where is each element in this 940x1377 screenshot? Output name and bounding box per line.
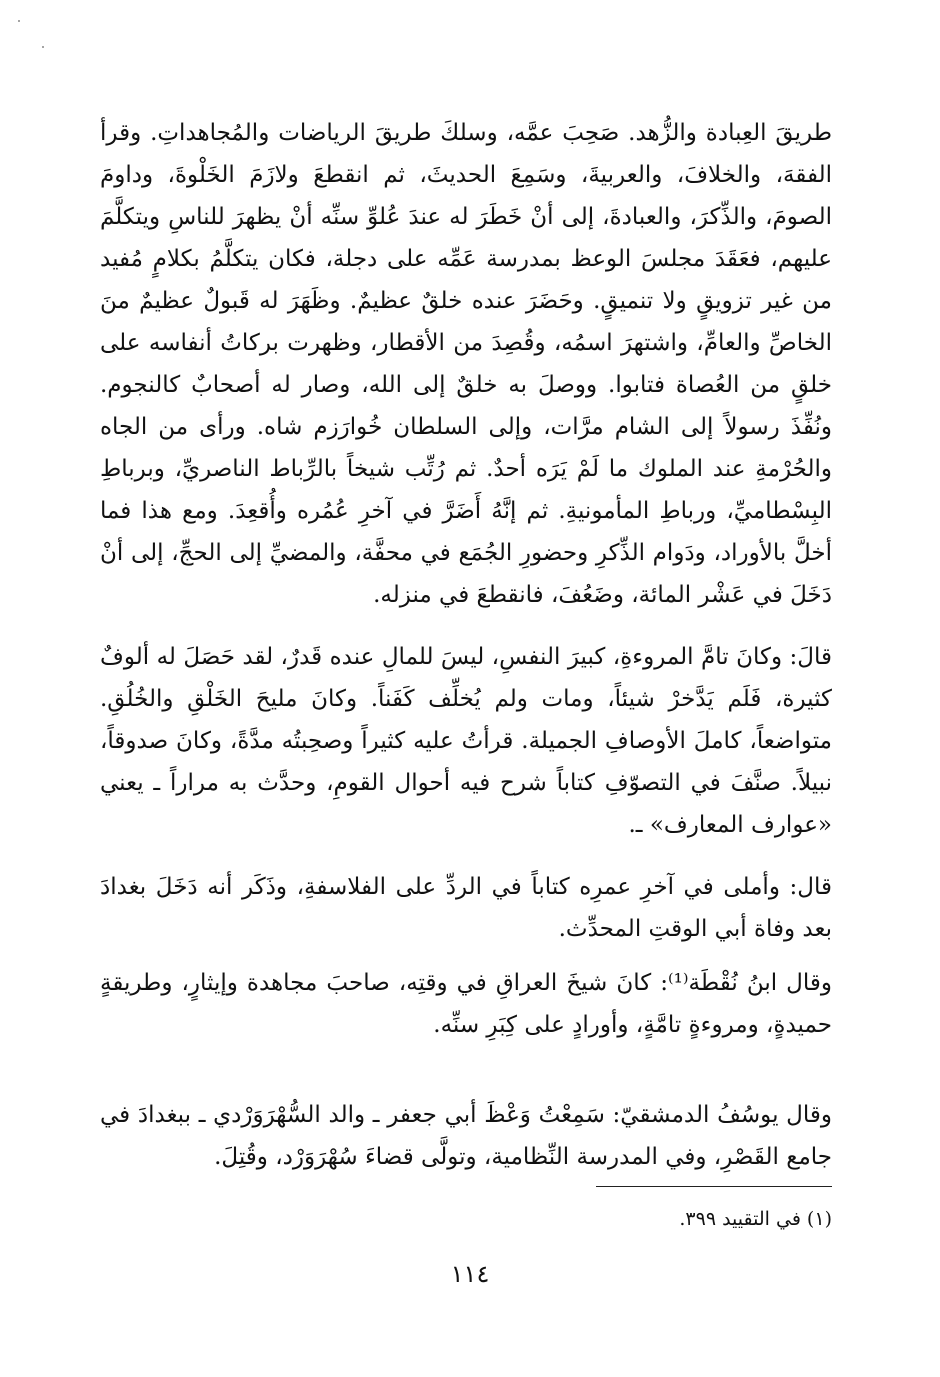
body-paragraph-3: قال: وأملى في آخرِ عمرِه كتاباً في الردِّ على الفلاسفةِ، وذَكَر أنه دَخَلَ بغدادَ بعد وفاة أبي الوقتِ المحدِّث.	[100, 874, 832, 942]
page-speck	[18, 20, 20, 22]
page-speck	[42, 46, 44, 48]
body-paragraph-4: وقال ابنُ نُقْطَة⁽¹⁾: كانَ شيخَ العراقِ في وقتِه، صاحبَ مجاهدة وإيثارٍ، وطريقةٍ حميدةٍ، ومروءةٍ تامَّةٍ، وأورادٍ على كِبَرِ سنِّه.	[100, 970, 832, 1038]
body-paragraph-1: طريقَ العِبادة والزُّهد. صَحِبَ عمَّه، وسلكَ طريقَ الرياضات والمُجاهداتِ. وقرأ الفقهَ، والخلافَ، والعربيةَ، وسَمِعَ الحديثَ، ثم انقطعَ ولازَمَ الخَلْوةَ، وداومَ الصومَ، والذِّكرَ، والعبادةَ، إلى أنْ خَطَرَ له عندَ عُلوِّ سنِّه أنْ يظهرَ للناسِ ويتكلَّمَ عليهم، فعَقَدَ مجلسَ الوعظ بمدرسة عَمِّه على دجلة، فكان يتكلَّمُ بكلامٍ مُفيد من غير تزويقٍ ولا تنميقٍ. وحَضَرَ عنده خلقٌ عظيمٌ. وظَهَرَ له قَبولٌ عظيمٌ منَ الخاصِّ والعامِّ، واشتهرَ اسمُه، وقُصِدَ من الأقطار، وظهرت بركاتُ أنفاسه على خلقٍ من العُصاة فتابوا. ووصلَ به خلقٌ إلى الله، وصار له أصحابٌ كالنجوم. ونُفِّذَ رسولاً إلى الشام مرَّات، وإلى السلطان خُوارَزم شاه. ورأى من الجاه والحُرْمةِ عند الملوك ما لَمْ يَرَه أحدٌ. ثم رُتِّب شيخاً بالرِّباط الناصريِّ، وبرباطِ البِسْطاميِّ، ورباطِ المأمونيةِ. ثم إنَّهُ أَضَرَّ في آخرِ عُمُره وأُقعِدَ. ومع هذا فما أخلَّ بالأوراد، ودَوام الذِّكرِ وحضورِ الجُمَع في محفَّة، والمضيِّ إلى الحجِّ، إلى أنْ دَخَلَ في عَشْر المائة، وضَعُفَ، فانقطعَ في منزله.	[100, 120, 832, 608]
footnote-divider	[596, 1186, 832, 1187]
body-paragraph-5: وقال يوسُفُ الدمشقيّ: سَمِعْتُ وَعْظَ أبي جعفر ـ والد السُّهْرَوَرْدي ـ ببغدادَ في جامع القَصْرِ، وفي المدرسة النِّظامية، وتولَّى قضاءَ سُهْرَوَرْد، وقُتِلَ.	[100, 1102, 832, 1170]
body-paragraph-2: قالَ: وكانَ تامَّ المروءةِ، كبيرَ النفسِ، ليسَ للمالِ عنده قَدرٌ، لقد حَصَلَ له ألوفٌ كثيرة، فَلَم يَدَّخرْ شيئاً، ومات ولم يُخلِّف كَفَناً. وكانَ مليحَ الخَلْقِ والخُلُقِ. متواضعاً، كاملَ الأوصافِ الجميلة. قرأتُ عليه كثيراً وصحِبتُه مدَّةً، وكانَ صدوقاً، نبيلاً. صنَّفَ في التصوّفِ كتاباً شرح فيه أحوال القومِ، وحدَّث به مراراً ـ يعني «عوارف المعارف» ـ.	[100, 644, 832, 838]
footnote: (١) في التقييد ٣٩٩.	[679, 1208, 832, 1230]
page-number: ١١٤	[450, 1260, 490, 1288]
